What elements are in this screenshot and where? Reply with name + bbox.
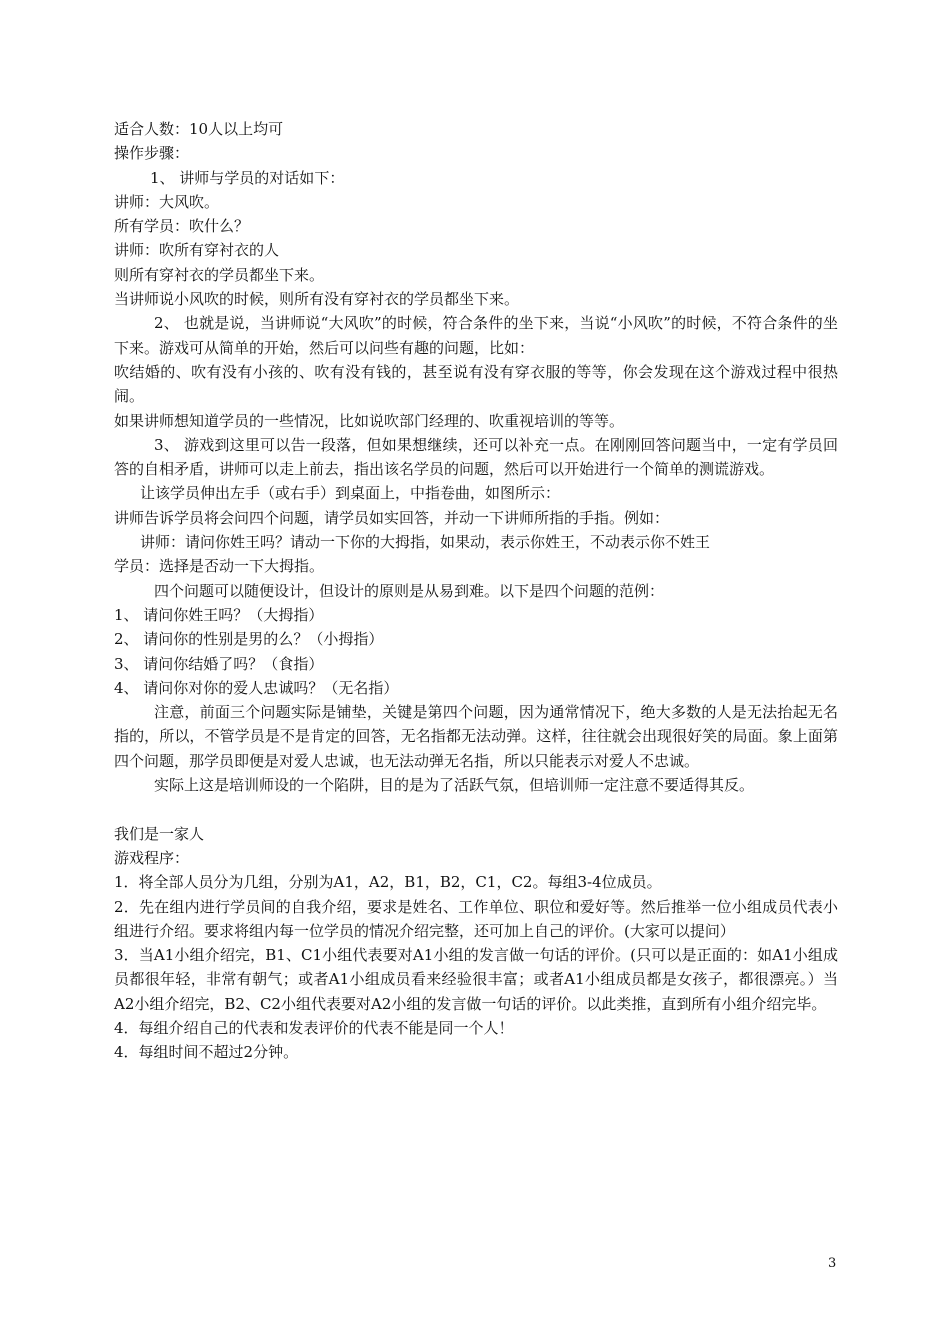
- page-number: 3: [828, 1256, 837, 1271]
- procedure-item: 3．当A1小组介绍完，B1、C1小组代表要对A1小组的发言做一句话的评价。(只可以是正面的：如A1小组成员都很年轻，非常有朝气；或者A1小组成员看来经验很丰富；或者A1小组成员都是女孩子，都很漂亮。）当A2小组介绍完，B2、C2小组代表要对A2小组的发言做一句话的评价。以此类推，直到所有小组介绍完毕。: [114, 946, 838, 1013]
- steps-heading: 操作步骤：: [114, 144, 190, 163]
- procedure-item: 4．每组介绍自己的代表和发表评价的代表不能是同一个人！: [114, 1018, 514, 1037]
- dialog-line: 讲师：大风吹。: [114, 192, 220, 211]
- step-3: 3、 游戏到这里可以告一段落，但如果想继续，还可以补充一点。在刚刚回答问题当中，一定有学员回答的自相矛盾，讲师可以走上前去，指出该名学员的问题，然后可以开始进行一个简单的测谎游戏。: [114, 435, 838, 479]
- procedure-item: 4．每组时间不超过2分钟。: [114, 1043, 299, 1062]
- dialog-line: 所有学员：吹什么？: [114, 217, 250, 236]
- hand-instruction: 让该学员伸出左手（或右手）到桌面上，中指卷曲，如图所示：: [140, 484, 561, 503]
- question-item: 1、 请问你姓王吗？（大拇指）: [114, 605, 324, 624]
- four-questions-intro: 讲师告诉学员将会问四个问题，请学员如实回答，并动一下讲师所指的手指。例如：: [114, 508, 670, 527]
- section-gap: [114, 797, 838, 821]
- conclusion-paragraph: 实际上这是培训师设的一个陷阱，目的是为了活跃气氛，但培训师一定注意不要适得其反。: [154, 776, 755, 795]
- step-2-more: 如果讲师想知道学员的一些情况，比如说吹部门经理的、吹重视培训的等等。: [114, 411, 625, 430]
- example-answer: 学员：选择是否动一下大拇指。: [114, 557, 325, 576]
- procedure-item: 1．将全部人员分为几组，分别为A1，A2，B1，B2，C1，C2。每组3-4位成员。: [114, 873, 662, 892]
- step-2: 2、 也就是说，当讲师说“大风吹”的时候，符合条件的坐下来，当说“小风吹”的时候，不符合条件的坐下来。游戏可从简单的开始，然后可以问些有趣的问题，比如：: [114, 314, 838, 357]
- section-title: 我们是一家人: [114, 824, 205, 843]
- example-question: 讲师：请问你姓王吗？请动一下你的大拇指，如果动，表示你姓王，不动表示你不姓王: [140, 533, 711, 552]
- question-item: 2、 请问你的性别是男的么？（小拇指）: [114, 630, 384, 649]
- participants-line: 适合人数：10人以上均可: [114, 120, 284, 138]
- procedure-item: 2．先在组内进行学员间的自我介绍，要求是姓名、工作单位、职位和爱好等。然后推举一位小组成员代表小组进行介绍。要求将组内每一位学员的情况介绍完整，还可加上自己的评价。(大家可以提问）: [114, 897, 838, 940]
- dialog-line: 当讲师说小风吹的时候，则所有没有穿衬衣的学员都坐下来。: [114, 290, 520, 309]
- dialog-line: 则所有穿衬衣的学员都坐下来。: [114, 265, 325, 284]
- question-item: 4、 请问你对你的爱人忠诚吗？（无名指）: [114, 678, 399, 697]
- step-1: 1、 讲师与学员的对话如下：: [150, 168, 345, 187]
- procedure-heading: 游戏程序：: [114, 848, 190, 867]
- design-principle: 四个问题可以随便设计，但设计的原则是从易到难。以下是四个问题的范例：: [154, 581, 665, 600]
- question-item: 3、 请问你结婚了吗？（食指）: [114, 654, 324, 673]
- step-2-examples: 吹结婚的、吹有没有小孩的、吹有没有钱的，甚至说有没有穿衣服的等等，你会发现在这个游戏过程中很热闹。: [114, 362, 838, 406]
- note-paragraph: 注意，前面三个问题实际是铺垫，关键是第四个问题，因为通常情况下，绝大多数的人是无法抬起无名指的，所以，不管学员是不是肯定的回答，无名指都无法动弹。这样，往往就会出现很好笑的局面。象上面第四个问题，那学员即便是对爱人忠诚，也无法动弹无名指，所以只能表示对爱人不忠诚。: [114, 703, 838, 770]
- dialog-line: 讲师：吹所有穿衬衣的人: [114, 241, 280, 260]
- document-body: [114, 117, 838, 1065]
